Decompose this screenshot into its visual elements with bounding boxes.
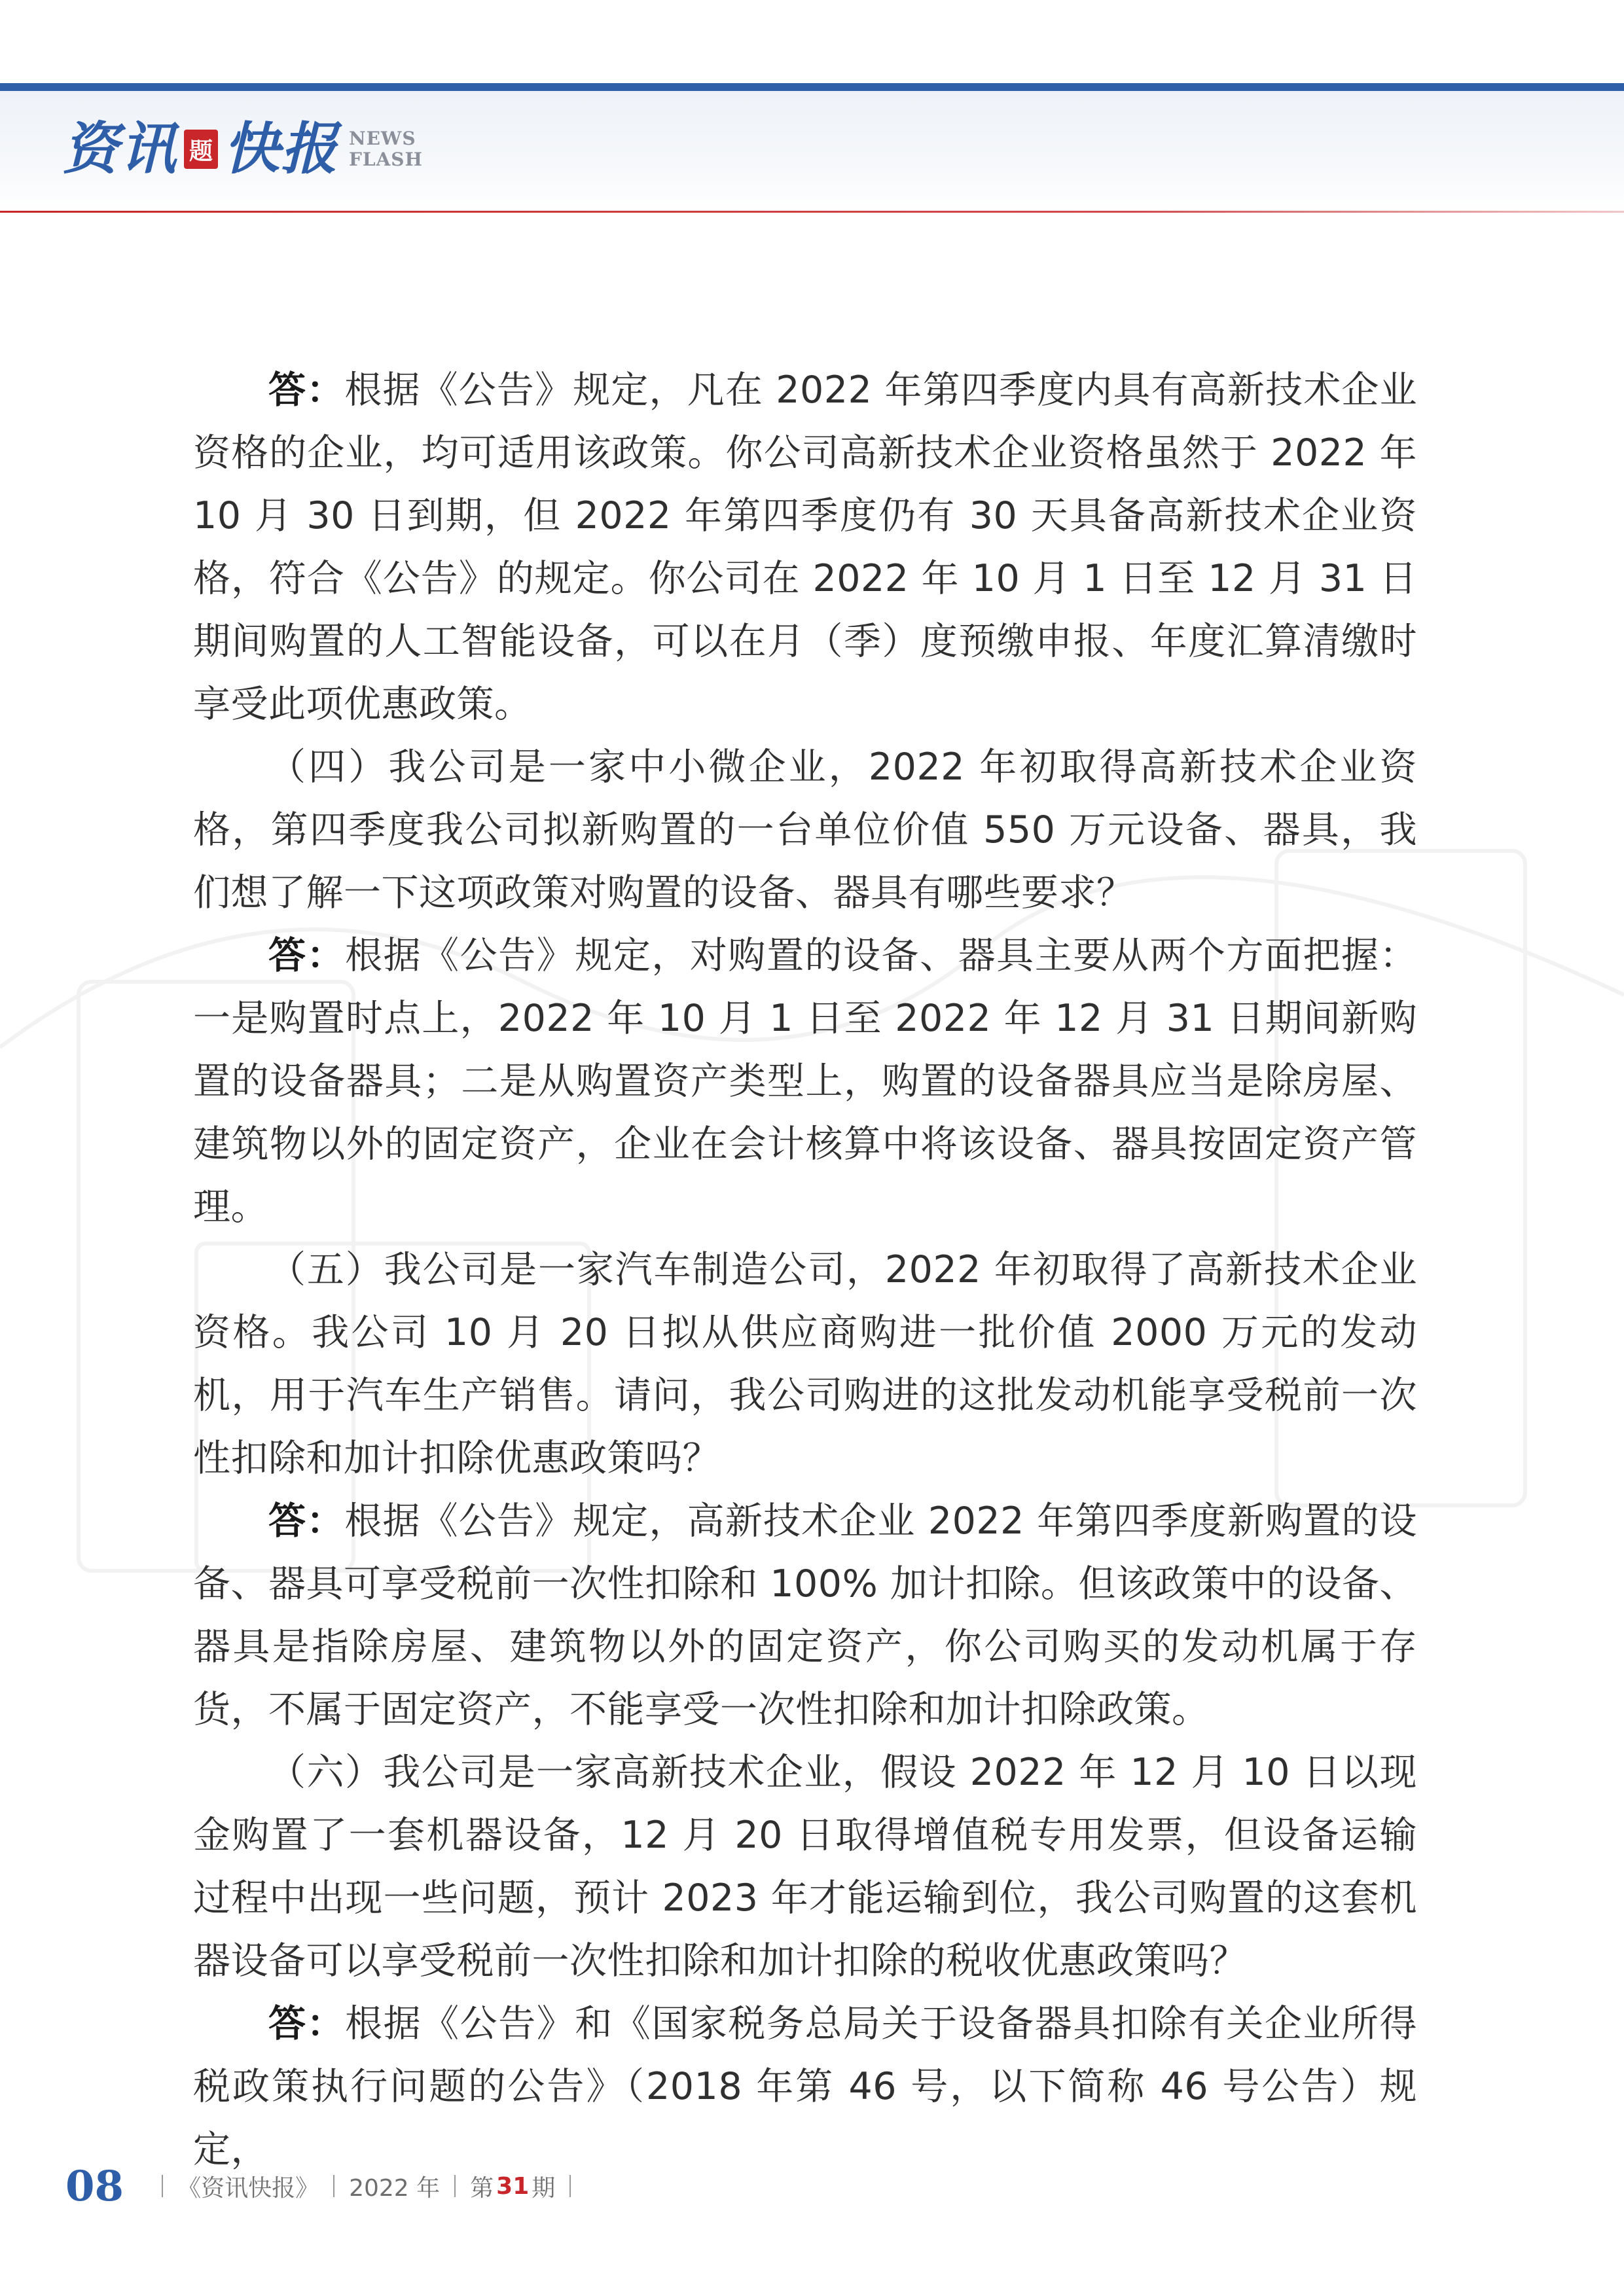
header-top-rule bbox=[0, 83, 1624, 91]
issue-suffix: 期 bbox=[532, 2174, 556, 2202]
article-body bbox=[193, 359, 1417, 2181]
brand-seal-icon: 题 bbox=[184, 130, 218, 169]
page-footer bbox=[65, 2160, 585, 2212]
issue-prefix: 第 bbox=[470, 2174, 494, 2202]
footer-divider bbox=[162, 2175, 163, 2197]
paragraph-5 bbox=[193, 1490, 1417, 1741]
brand-subtitle bbox=[349, 128, 423, 170]
question-6 bbox=[193, 1741, 1417, 1992]
footer-divider bbox=[454, 2175, 456, 2197]
paragraph-text: 根据《公告》和《国家税务总局关于设备器具扣除有关企业所得税政策执行问题的公告》（2018 年第 46 号，以下简称 46 号公告）规定， bbox=[193, 2002, 1418, 2171]
publication-year: 2022 年 bbox=[349, 2174, 441, 2202]
footer-divider bbox=[333, 2175, 334, 2197]
footer-divider bbox=[569, 2175, 571, 2197]
answer-label: 答： bbox=[268, 368, 345, 412]
issue-number: 31 bbox=[496, 2172, 530, 2200]
question-4 bbox=[193, 736, 1417, 924]
paragraph-text: 根据《公告》规定，高新技术企业 2022 年第四季度新购置的设备、器具可享受税前一次性扣除和 100% 加计扣除。但该政策中的设备、器具是指除房屋、建筑物以外的固定资产，你公司购买的发动机属于存货，不属于固定资产，不能享受一次性扣除和加计扣除政策。 bbox=[193, 1499, 1418, 1731]
brand-logo bbox=[62, 110, 423, 188]
brand-subtitle-line1: NEWS bbox=[349, 128, 416, 149]
paragraph-7 bbox=[193, 1992, 1417, 2181]
header-bottom-rule bbox=[0, 211, 1624, 213]
paragraph-text: 根据《公告》规定，对购置的设备、器具主要从两个方面把握：一是购置时点上，2022 年 10 月 1 日至 2022 年 12 月 31 日期间新购置的设备器具；二是从购置资产类型上，购置的设备器具应当是除房屋、建筑物以外的固定资产，企业在会计核算中将该设备、器具按固定资产管理。 bbox=[193, 934, 1418, 1229]
paragraph-text: （六）我公司是一家高新技术企业，假设 2022 年 12 月 10 日以现金购置了一套机器设备，12 月 20 日取得增值税专用发票，但设备运输过程中出现一些问题，预计 2023 年才能运输到位，我公司购置的这套机器设备可以享受税前一次性扣除和加计扣除的税收优惠政策吗？ bbox=[193, 1751, 1417, 1982]
paragraph-text: （五）我公司是一家汽车制造公司，2022 年初取得了高新技术企业资格。我公司 10 月 20 日拟从供应商购进一批价值 2000 万元的发动机，用于汽车生产销售。请问，我公司购进的这批发动机能享受税前一次性扣除和加计扣除优惠政策吗？ bbox=[193, 1248, 1417, 1480]
paragraph-text: 根据《公告》规定，凡在 2022 年第四季度内具有高新技术企业资格的企业，均可适用该政策。你公司高新技术企业资格虽然于 2022 年 10 月 30 日到期，但 2022 年第四季度仍有 30 天具备高新技术企业资格，符合《公告》的规定。你公司在 2022 年 10 月 1 日至 12 月 31 日期间购置的人工智能设备，可以在月（季）度预缴申报、年度汇算清缴时享受此项优惠政策。 bbox=[193, 368, 1418, 726]
page-header bbox=[0, 0, 1624, 216]
publication-name: 《资讯快报》 bbox=[177, 2174, 319, 2202]
brand-title-part2: 快报 bbox=[223, 116, 338, 182]
brand-title-part1: 资讯 bbox=[62, 116, 177, 182]
answer-label: 答： bbox=[268, 2002, 346, 2045]
paragraph-3 bbox=[193, 924, 1417, 1238]
paragraph-1 bbox=[193, 359, 1417, 736]
paragraph-text: （四）我公司是一家中小微企业，2022 年初取得高新技术企业资格，第四季度我公司拟新购置的一台单位价值 550 万元设备、器具，我们想了解一下这项政策对购置的设备、器具有哪些要求？ bbox=[193, 745, 1417, 914]
page-number: 08 bbox=[65, 2161, 124, 2211]
brand-subtitle-line2: FLASH bbox=[349, 149, 423, 170]
answer-label: 答： bbox=[268, 1499, 345, 1543]
answer-label: 答： bbox=[268, 934, 346, 977]
question-5 bbox=[193, 1238, 1417, 1490]
